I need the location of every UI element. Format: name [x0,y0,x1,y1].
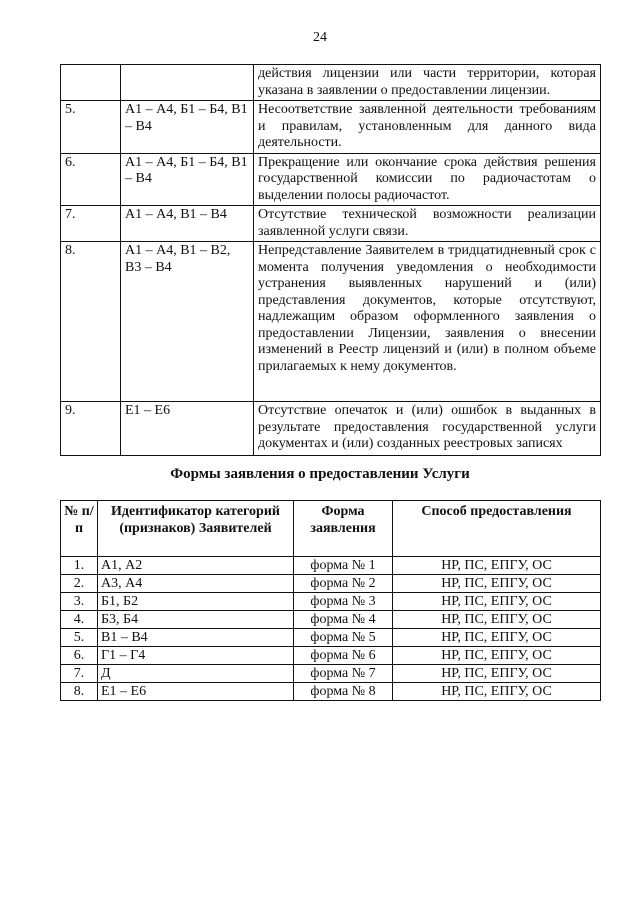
header-method: Способ предоставления [393,501,601,557]
categories-cell: А1 – А4, В1 – В2, В3 – В4 [121,242,254,402]
description-cell: действия лицензии или части территории, которая указана в заявлении о предоставлении лицензии. [254,65,601,101]
section-title: Формы заявления о предоставлении Услуги [170,466,470,482]
refusal-grounds-table [60,64,601,456]
row-number: 6. [61,647,98,665]
row-number: 2. [61,575,98,593]
identifier-cell: А1, А2 [98,557,294,575]
table-row [61,629,601,647]
form-cell: форма № 6 [294,647,393,665]
description-cell: Отсутствие опечаток и (или) ошибок в выданных в результате предоставления государственной услуги документах и (или) созданных реестровых записях [254,402,601,456]
row-number: 3. [61,593,98,611]
table-row [61,153,601,206]
method-cell: НР, ПС, ЕПГУ, ОС [393,557,601,575]
identifier-cell: Б3, Б4 [98,611,294,629]
header-num: № п/п [61,501,98,557]
table-header-row [61,501,601,557]
table-row [61,101,601,154]
table-row [61,593,601,611]
page-number: 24 [313,30,327,45]
application-forms-table [60,500,601,701]
row-number: 1. [61,557,98,575]
categories-cell: А1 – А4, В1 – В4 [121,206,254,242]
form-cell: форма № 1 [294,557,393,575]
row-number: 7. [61,206,121,242]
row-number: 5. [61,101,121,154]
row-number: 4. [61,611,98,629]
form-cell: форма № 8 [294,683,393,701]
method-cell: НР, ПС, ЕПГУ, ОС [393,593,601,611]
description-cell: Отсутствие технической возможности реализации заявленной услуги связи. [254,206,601,242]
form-cell: форма № 7 [294,665,393,683]
form-cell: форма № 2 [294,575,393,593]
table-row [61,575,601,593]
table-row [61,683,601,701]
method-cell: НР, ПС, ЕПГУ, ОС [393,647,601,665]
row-number: 9. [61,402,121,456]
description-cell: Несоответствие заявленной деятельности требованиям и правилам, установленным для данного вида деятельности. [254,101,601,154]
row-number: 8. [61,683,98,701]
identifier-cell: Д [98,665,294,683]
categories-cell [121,65,254,101]
identifier-cell: Б1, Б2 [98,593,294,611]
header-identifier: Идентификатор категорий (признаков) Заявителей [98,501,294,557]
table-row [61,665,601,683]
row-number [61,65,121,101]
identifier-cell: А3, А4 [98,575,294,593]
method-cell: НР, ПС, ЕПГУ, ОС [393,575,601,593]
table-row [61,402,601,456]
identifier-cell: Г1 – Г4 [98,647,294,665]
method-cell: НР, ПС, ЕПГУ, ОС [393,683,601,701]
form-cell: форма № 4 [294,611,393,629]
table-row [61,206,601,242]
table-row [61,65,601,101]
table-row [61,242,601,402]
identifier-cell: В1 – В4 [98,629,294,647]
categories-cell: А1 – А4, Б1 – Б4, В1 – В4 [121,153,254,206]
form-cell: форма № 5 [294,629,393,647]
row-number: 8. [61,242,121,402]
table-row [61,557,601,575]
method-cell: НР, ПС, ЕПГУ, ОС [393,629,601,647]
form-cell: форма № 3 [294,593,393,611]
header-form: Форма заявления [294,501,393,557]
row-number: 7. [61,665,98,683]
categories-cell: Е1 – Е6 [121,402,254,456]
method-cell: НР, ПС, ЕПГУ, ОС [393,665,601,683]
row-number: 5. [61,629,98,647]
description-cell: Непредставление Заявителем в тридцатидневный срок с момента получения уведомления о необходимости устранения выявленных нарушений и (или) представления документов, которые отсутствуют, надлежащим образом оформленного заявления о предоставлении Лицензии, заявления о внесении изменений в Реестр лицензий и (или) в полном объеме прилагаемых к нему документов. [254,242,601,402]
table-row [61,611,601,629]
row-number: 6. [61,153,121,206]
table-row [61,647,601,665]
description-cell: Прекращение или окончание срока действия решения государственной комиссии по радиочастотам о выделении полосы радиочастот. [254,153,601,206]
method-cell: НР, ПС, ЕПГУ, ОС [393,611,601,629]
identifier-cell: Е1 – Е6 [98,683,294,701]
categories-cell: А1 – А4, Б1 – Б4, В1 – В4 [121,101,254,154]
